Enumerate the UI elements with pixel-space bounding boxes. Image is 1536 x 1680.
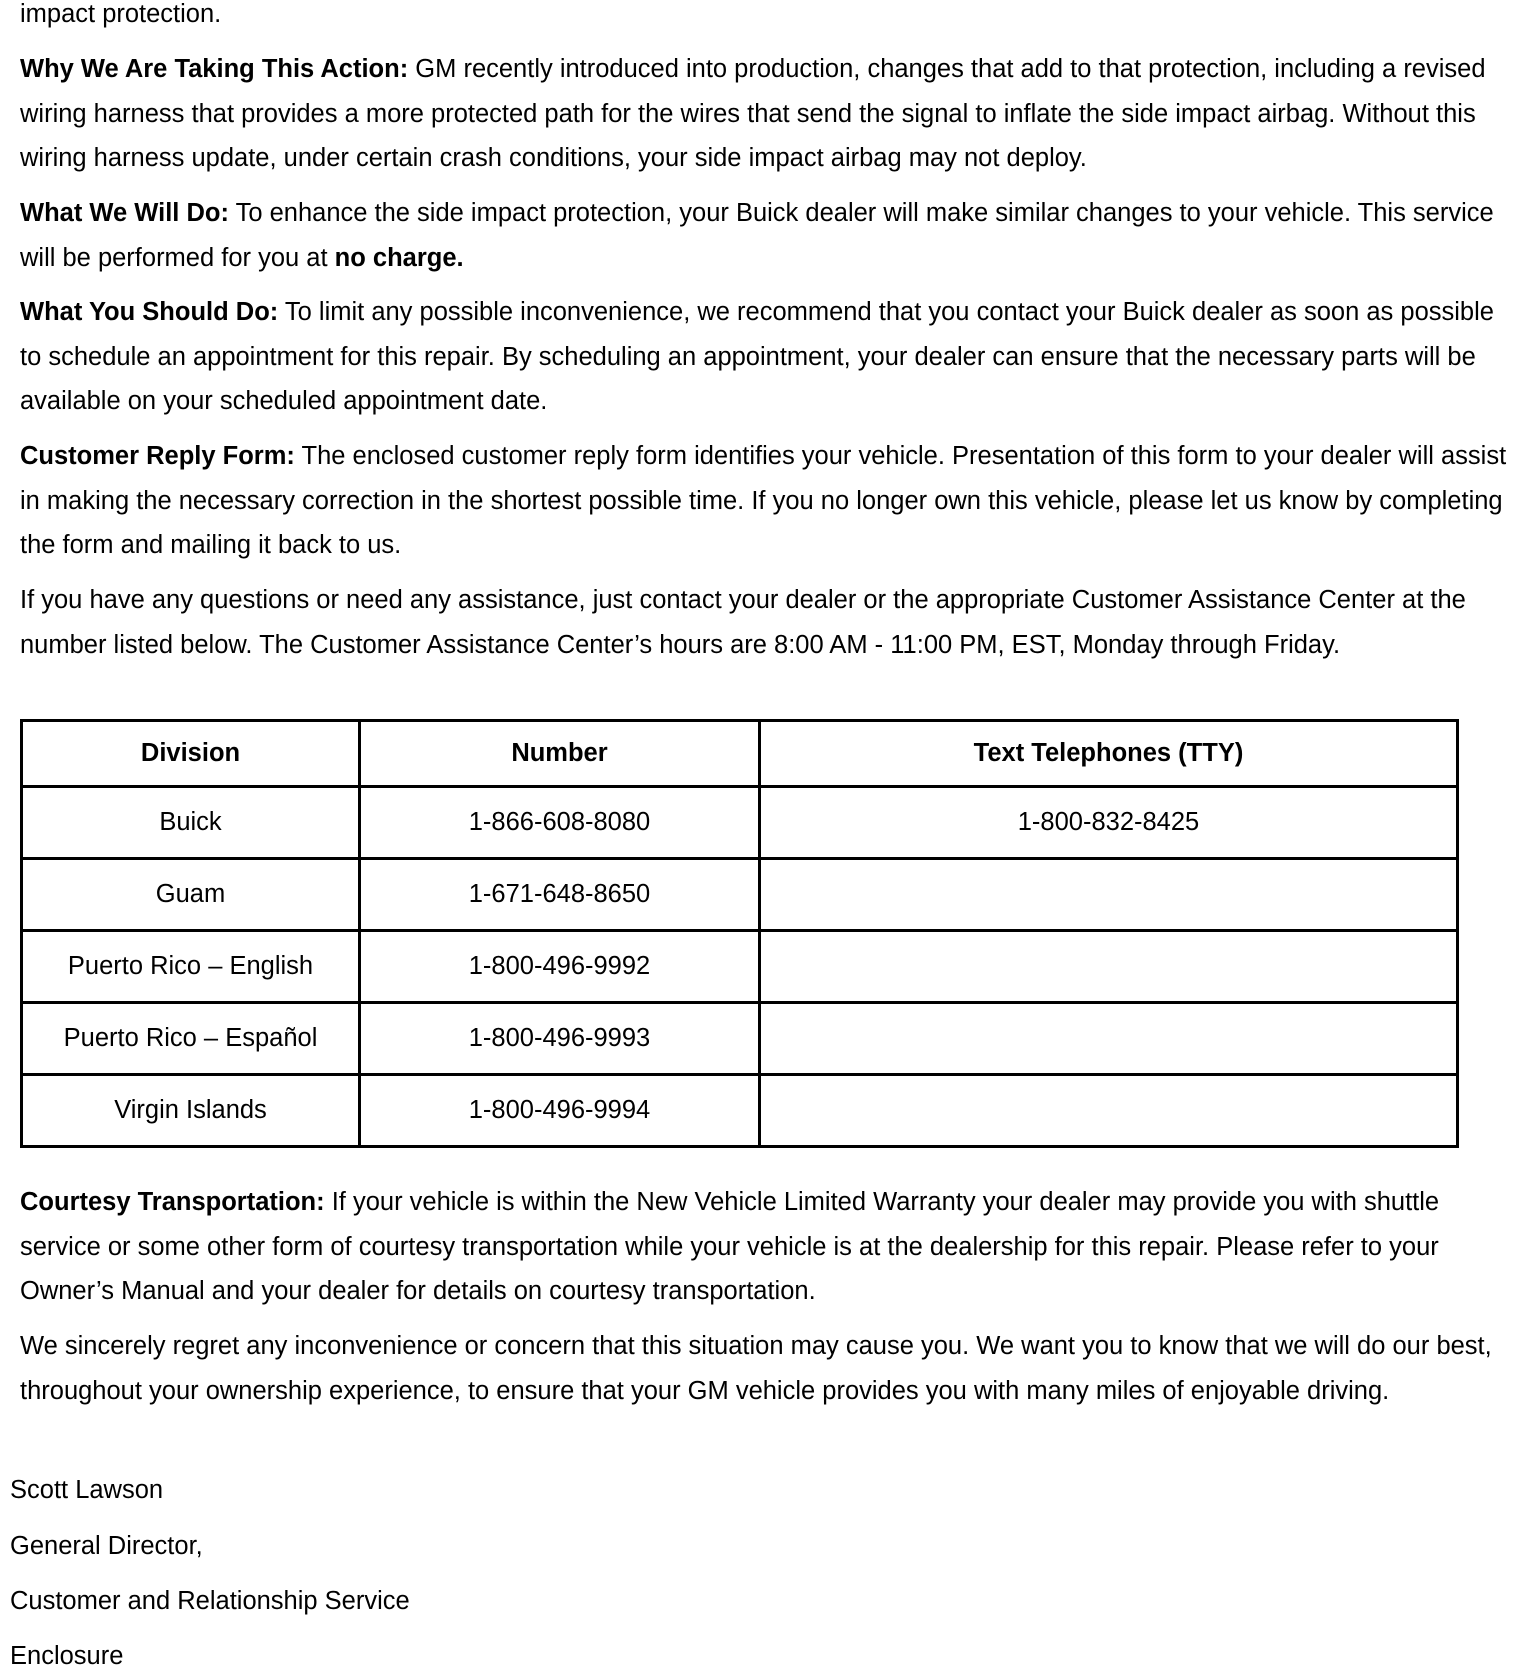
what-you-do-text: To limit any possible inconvenience, we recommend that you contact your Buick dealer as soon as possible to schedule an appointment for this repair. By scheduling an appointment, your dealer can ensure that the necessary parts will be available on your scheduled appointment date. [20, 298, 1494, 415]
regret-text: We sincerely regret any inconvenience or concern that this situation may cause you. We want you to know that we will do our best, throughout your ownership experience, to ensure that your GM vehicle provides you with many miles of enjoyable driving. [20, 1332, 1492, 1405]
header-division: Division [22, 721, 360, 787]
division-cell: Buick [22, 787, 360, 859]
assistance-center-table [20, 719, 1459, 1148]
why-paragraph [20, 47, 1520, 181]
courtesy-text: If your vehicle is within the New Vehicle Limited Warranty your dealer may provide you with shuttle service or some other form of courtesy transportation while your vehicle is at the dealership for this repair. Please refer to your Owner’s Manual and your dealer for details on courtesy transportation. [20, 1188, 1440, 1305]
why-label: Why We Are Taking This Action: [20, 55, 409, 83]
division-cell: Virgin Islands [22, 1075, 360, 1147]
what-you-do-label: What You Should Do: [20, 298, 279, 326]
why-text: GM recently introduced into production, changes that add to that protection, including a revised wiring harness that provides a more protected path for the wires that send the signal to inflate the side impact airbag. Without this wiring harness update, under certain crash conditions, your side impact airbag may not deploy. [20, 55, 1486, 172]
intro-tail-text: impact protection. [20, 0, 222, 28]
what-we-do-label: What We Will Do: [20, 199, 229, 227]
signatory-title: General Director, [10, 1532, 203, 1560]
courtesy-paragraph [20, 1180, 1520, 1314]
header-tty: Text Telephones (TTY) [760, 721, 1458, 787]
number-cell: 1-800-496-9993 [360, 1003, 760, 1075]
table-row [22, 1003, 1458, 1075]
questions-text: If you have any questions or need any assistance, just contact your dealer or the appropriate Customer Assistance Center at the number listed below. The Customer Assistance Center’s hours are 8:00 AM - 11:00 PM, EST, Monday through Friday. [20, 586, 1466, 659]
table-row [22, 1075, 1458, 1147]
intro-tail-paragraph [20, 0, 1520, 37]
enclosure-note: Enclosure [10, 1642, 124, 1670]
table-header-row [22, 721, 1458, 787]
tty-cell: 1-800-832-8425 [760, 787, 1458, 859]
courtesy-label: Courtesy Transportation: [20, 1188, 325, 1216]
signatory-department: Customer and Relationship Service [10, 1587, 410, 1615]
tty-cell [760, 859, 1458, 931]
regret-paragraph [20, 1324, 1520, 1413]
division-cell: Guam [22, 859, 360, 931]
reply-form-paragraph [20, 434, 1520, 568]
division-cell: Puerto Rico – English [22, 931, 360, 1003]
number-cell: 1-866-608-8080 [360, 787, 760, 859]
division-cell: Puerto Rico – Español [22, 1003, 360, 1075]
reply-form-text: The enclosed customer reply form identifies your vehicle. Presentation of this form to your dealer will assist in making the necessary correction in the shortest possible time. If you no longer own this vehicle, please let us know by completing the form and mailing it back to us. [20, 442, 1507, 559]
table-row [22, 787, 1458, 859]
signatory-name: Scott Lawson [10, 1476, 164, 1504]
tty-cell [760, 1003, 1458, 1075]
number-cell: 1-800-496-9992 [360, 931, 760, 1003]
reply-form-label: Customer Reply Form: [20, 442, 295, 470]
number-cell: 1-800-496-9994 [360, 1075, 760, 1147]
no-charge-emphasis: no charge. [334, 243, 464, 272]
what-we-do-text: To enhance the side impact protection, your Buick dealer will make similar changes to your vehicle. This service will be performed for you at [20, 199, 1494, 272]
what-you-do-paragraph [20, 290, 1520, 424]
tty-cell [760, 1075, 1458, 1147]
table-row [22, 859, 1458, 931]
number-cell: 1-671-648-8650 [360, 859, 760, 931]
questions-paragraph [20, 578, 1520, 667]
what-we-do-paragraph [20, 191, 1520, 280]
table-row [22, 931, 1458, 1003]
header-number: Number [360, 721, 760, 787]
tty-cell [760, 931, 1458, 1003]
